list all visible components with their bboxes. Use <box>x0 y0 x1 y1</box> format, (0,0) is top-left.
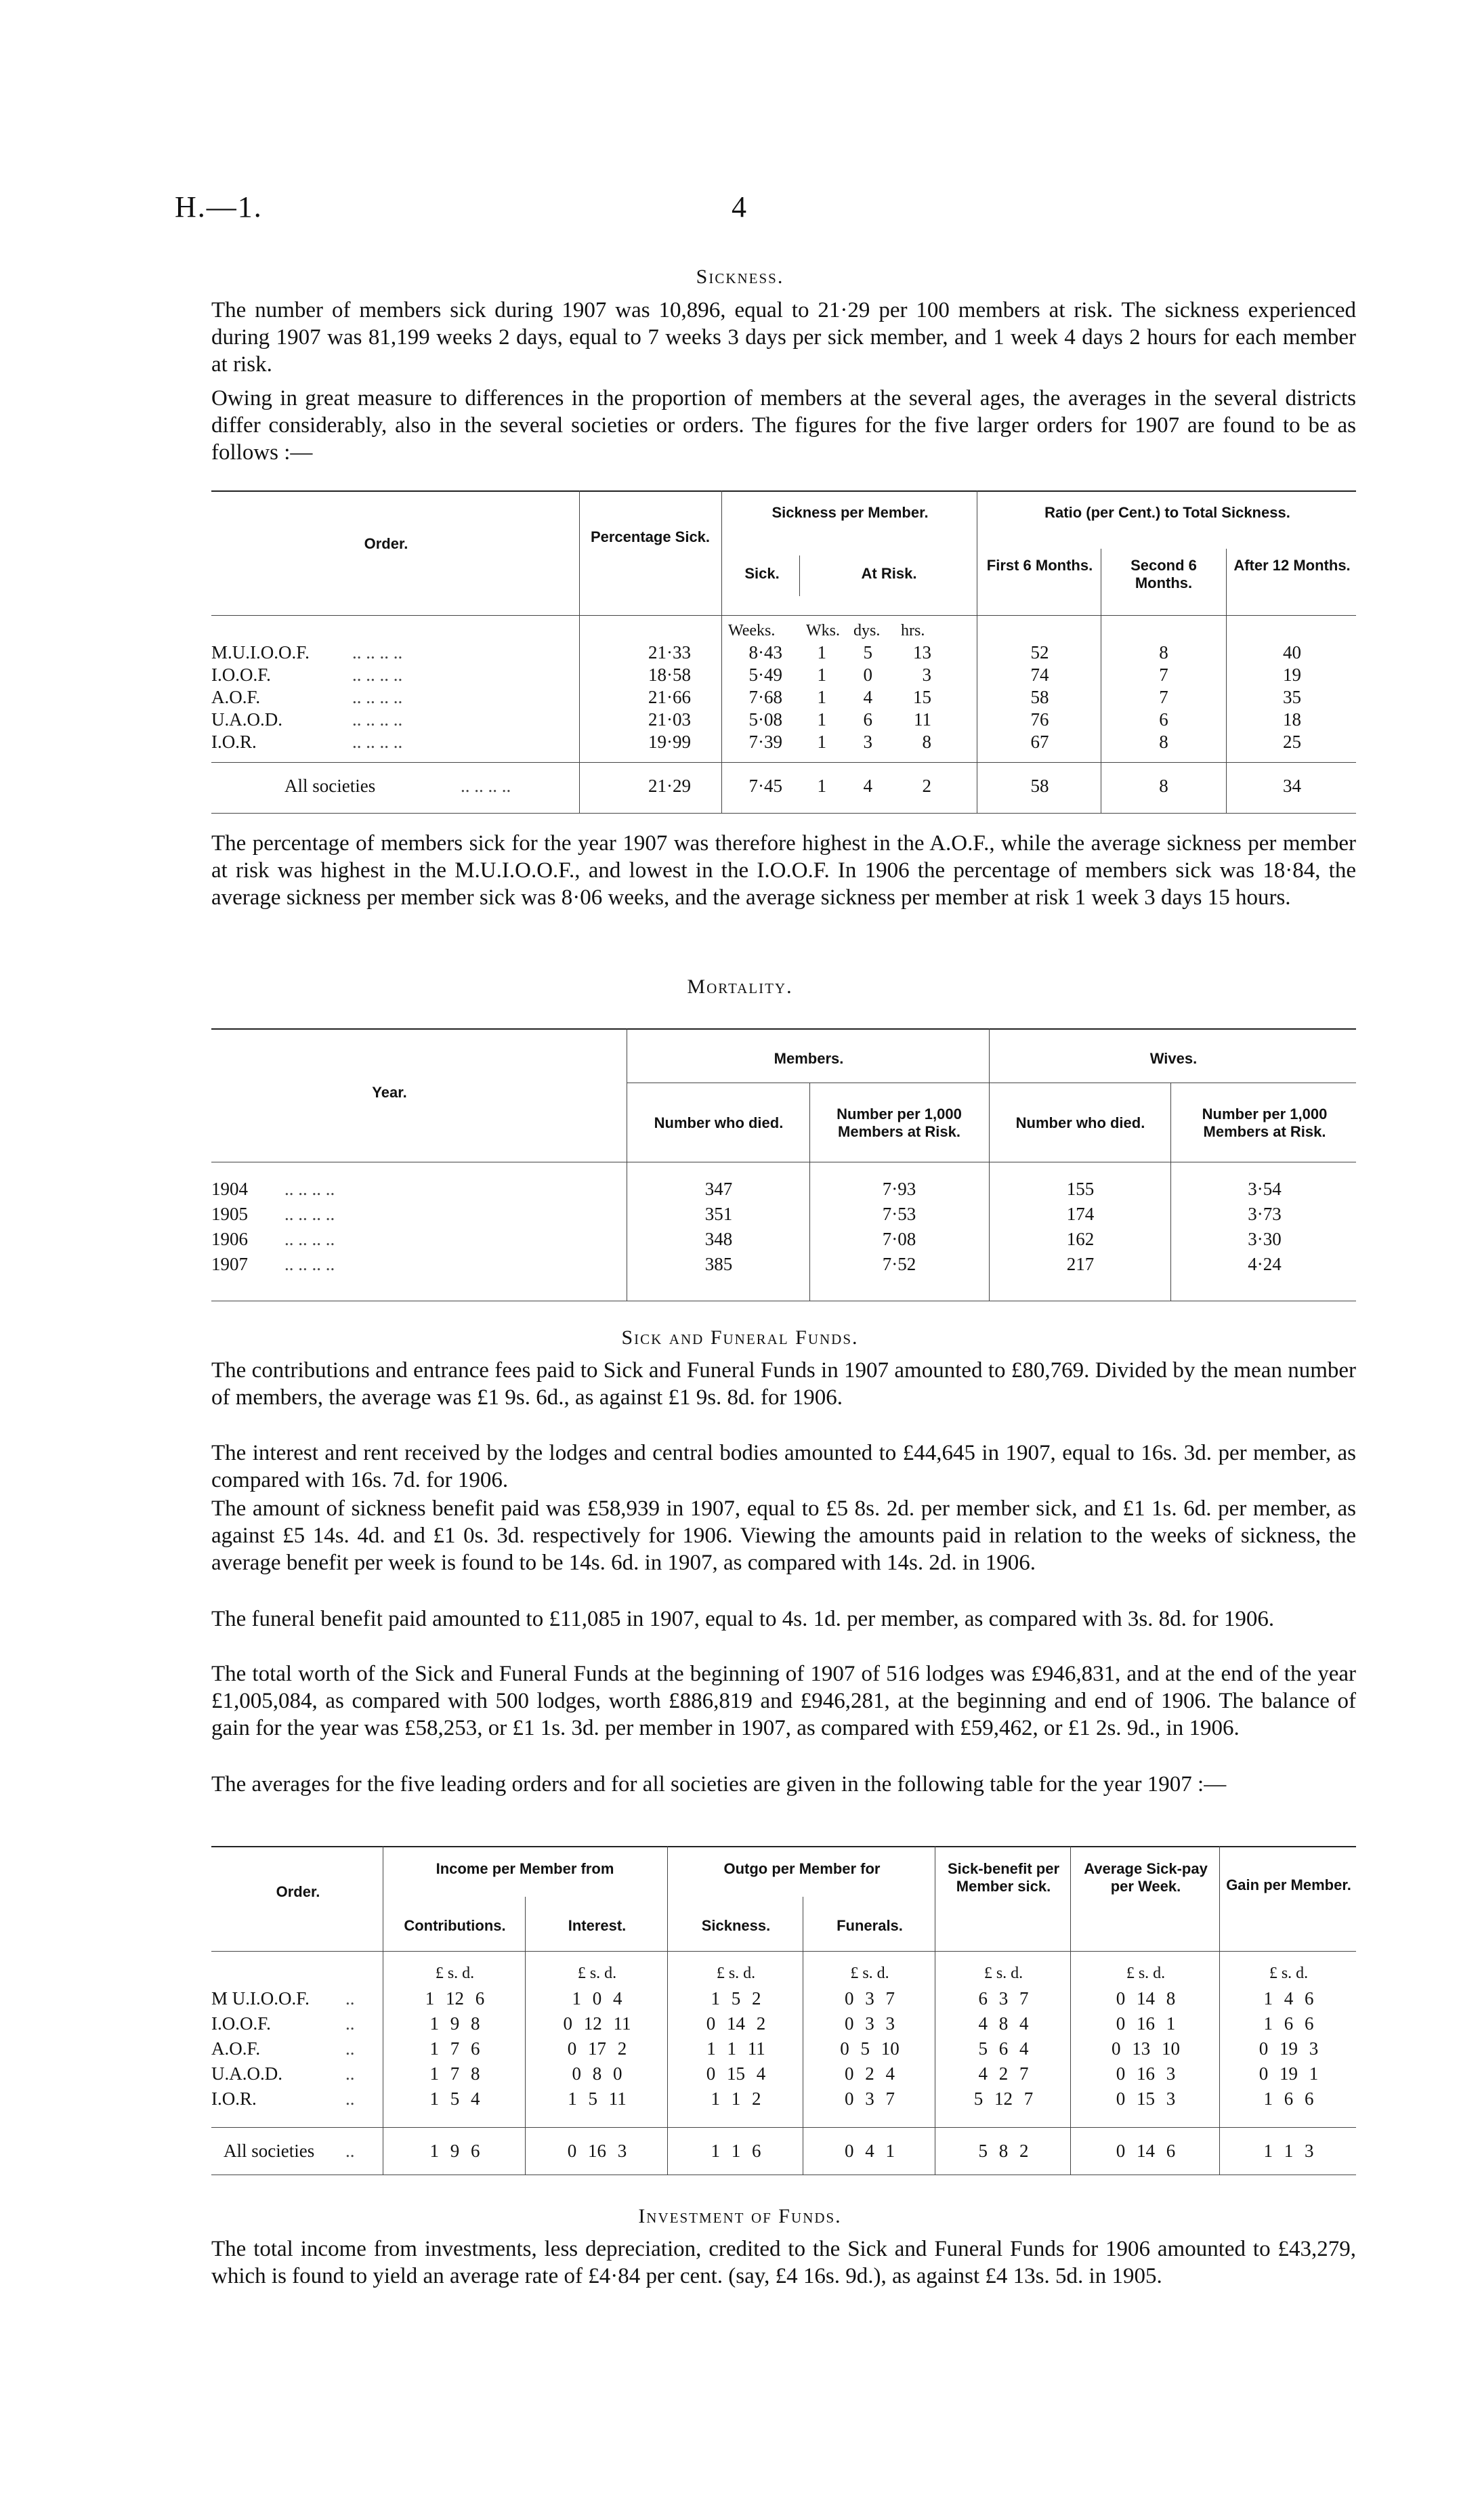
row-wks: 1 <box>817 732 826 752</box>
col-sick-benefit: Sick-benefit per Member sick. <box>947 1860 1060 1895</box>
row-pct: 21·03 <box>648 709 691 730</box>
investment-para-1 <box>211 2235 1356 2290</box>
row-dys: 5 <box>863 642 872 663</box>
row-second: 8 <box>1159 732 1168 752</box>
row-funerals: 0 4 1 <box>845 2141 895 2161</box>
col-average-sick-pay: Average Sick-pay per Week. <box>1084 1860 1208 1895</box>
row-sick: 5·08 <box>748 709 782 730</box>
col-first-6-months: First 6 Months. <box>986 557 1093 574</box>
col-ratio-total-sickness: Ratio (per Cent.) to Total Sickness. <box>1044 504 1290 521</box>
row-members-died: 351 <box>704 1204 733 1224</box>
row-after: 34 <box>1283 776 1301 796</box>
col-outgo-per-member: Outgo per Member for <box>723 1860 881 1877</box>
row-gain: 1 6 6 <box>1263 2088 1314 2109</box>
investment-para-1-text: The total income from investments, less depreciation, credited to the Sick and Funeral Funds for 1906 amounted to £43,279, which is found to yield an average rate of £4·84 per cent. (say, £4 16s. 9d.), as against £4 13s. 5d. in 1905. <box>211 2237 1356 2288</box>
funds-para-2 <box>211 1440 1356 1494</box>
row-avgpay: 0 16 1 <box>1116 2013 1176 2034</box>
row-gain: 1 6 6 <box>1263 2013 1314 2034</box>
row-sickness: 1 1 11 <box>706 2038 765 2059</box>
col-gain-per-member: Gain per Member. <box>1226 1876 1351 1893</box>
row-pct: 18·58 <box>648 665 691 685</box>
col-sick: Sick. <box>744 565 780 582</box>
row-contrib: 1 5 4 <box>429 2088 480 2109</box>
col-wives-died: Number who died. <box>1015 1114 1145 1131</box>
row-after: 19 <box>1283 665 1301 685</box>
row-members-rate: 7·53 <box>882 1204 916 1224</box>
col-year: Year. <box>372 1084 407 1101</box>
leader-dots: .. .. .. .. <box>284 1204 335 1224</box>
col-after-12-months: After 12 Months. <box>1233 557 1351 574</box>
row-funerals: 0 3 3 <box>845 2013 895 2034</box>
row-order: M.U.I.O.O.F. <box>211 642 310 663</box>
row-sickben: 4 8 4 <box>978 2013 1029 2034</box>
row-avgpay: 0 13 10 <box>1112 2038 1180 2059</box>
lsd-header: £ s. d. <box>1269 1965 1309 1982</box>
leader-dots: .. .. .. .. <box>352 642 403 663</box>
table-vline <box>809 1083 810 1301</box>
row-dys: 4 <box>863 776 872 796</box>
funds-para-6-text: The averages for the five leading orders and for all societies are given in the following table for the year 1907 :— <box>211 1772 1227 1797</box>
row-first: 74 <box>1030 665 1049 685</box>
col-sickness-per-member: Sickness per Member. <box>771 504 929 521</box>
row-wks: 1 <box>817 776 826 796</box>
unit-hrs: hrs. <box>901 622 925 639</box>
row-order: All societies <box>224 2141 315 2161</box>
row-order: I.O.R. <box>211 732 257 752</box>
sickness-para-1 <box>211 297 1356 378</box>
row-wives-rate: 4·24 <box>1248 1254 1282 1274</box>
row-year: 1906 <box>211 1229 248 1249</box>
row-gain: 0 19 3 <box>1259 2038 1319 2059</box>
row-wives-rate: 3·73 <box>1248 1204 1282 1224</box>
col-members-died: Number who died. <box>654 1114 784 1131</box>
sickness-para-2 <box>211 385 1356 466</box>
table-vline <box>989 1028 990 1301</box>
funds-para-3 <box>211 1495 1356 1576</box>
row-order: A.O.F. <box>211 2038 261 2059</box>
row-sickness: 1 5 2 <box>711 1988 761 2009</box>
document-reference: H.—1. <box>175 190 263 224</box>
row-year: 1907 <box>211 1254 248 1274</box>
row-pct: 21·29 <box>648 776 691 796</box>
row-members-rate: 7·08 <box>882 1229 916 1249</box>
row-order: I.O.O.F. <box>211 665 271 685</box>
lsd-header: £ s. d. <box>716 1965 756 1982</box>
leader-dots: .. <box>345 2038 355 2059</box>
row-contrib: 1 9 8 <box>429 2013 480 2034</box>
row-sick: 7·39 <box>748 732 782 752</box>
row-interest: 0 8 0 <box>572 2063 622 2084</box>
row-year: 1904 <box>211 1179 248 1199</box>
row-funerals: 0 5 10 <box>840 2038 900 2059</box>
row-second: 7 <box>1159 687 1168 707</box>
row-after: 25 <box>1283 732 1301 752</box>
leader-dots: .. <box>345 2013 355 2034</box>
funds-para-4 <box>211 1605 1356 1633</box>
leader-dots: .. <box>345 2141 355 2161</box>
page-number: 4 <box>732 190 746 224</box>
col-order: Order. <box>364 535 408 552</box>
funds-para-2-text: The interest and rent received by the lodges and central bodies amounted to £44,645 in 1907, equal to 16s. 3d. per member, as compared with 16s. 7d. for 1906. <box>211 1441 1356 1492</box>
row-hrs: 13 <box>913 642 931 663</box>
table-vline <box>1226 549 1227 813</box>
row-wks: 1 <box>817 687 826 707</box>
row-funerals: 0 3 7 <box>845 1988 895 2009</box>
row-wks: 1 <box>817 665 826 685</box>
leader-dots: .. .. .. .. <box>284 1254 335 1274</box>
table-rule <box>211 1028 1356 1030</box>
table-vline <box>525 1897 526 2175</box>
row-first: 67 <box>1030 732 1049 752</box>
col-members: Members. <box>774 1050 844 1067</box>
row-hrs: 2 <box>922 776 931 796</box>
leader-dots: .. .. .. .. <box>352 665 403 685</box>
leader-dots: .. .. .. .. <box>352 709 403 730</box>
row-second: 8 <box>1159 776 1168 796</box>
row-first: 58 <box>1030 687 1049 707</box>
row-pct: 21·33 <box>648 642 691 663</box>
row-avgpay: 0 14 8 <box>1116 1988 1176 2009</box>
funds-para-6 <box>211 1771 1356 1798</box>
sickness-para-2-text: Owing in great measure to differences in the proportion of members at the several ages, the averages in the several districts differ considerably, also in the several societies or orders. The figures for the five larger orders for 1907 are found to be as follows :— <box>211 386 1356 465</box>
sickness-para-1-text: The number of members sick during 1907 was 10,896, equal to 21·29 per 100 members at risk. The sickness experienced during 1907 was 81,199 weeks 2 days, equal to 7 weeks 3 days per sick member, and 1 week 4 days 2 hours for each member at risk. <box>211 298 1356 377</box>
row-dys: 3 <box>863 732 872 752</box>
row-second: 6 <box>1159 709 1168 730</box>
row-members-died: 348 <box>704 1229 733 1249</box>
unit-wks: Wks. <box>806 622 840 639</box>
table-vline <box>579 490 580 813</box>
table-vline <box>721 490 722 813</box>
row-after: 35 <box>1283 687 1301 707</box>
table-rule <box>211 813 1356 814</box>
row-order: I.O.R. <box>211 2088 257 2109</box>
row-wives-died: 174 <box>1066 1204 1095 1224</box>
row-gain: 1 1 3 <box>1263 2141 1314 2161</box>
col-wives: Wives. <box>1149 1050 1198 1067</box>
row-dys: 4 <box>863 687 872 707</box>
table-rule <box>211 615 1356 616</box>
col-second-6-months: Second 6 Months. <box>1130 557 1197 591</box>
row-gain: 1 4 6 <box>1263 1988 1314 2009</box>
row-gain: 0 19 1 <box>1259 2063 1319 2084</box>
table-vline <box>667 1846 668 2175</box>
table-rule <box>211 490 1356 492</box>
row-dys: 0 <box>863 665 872 685</box>
table-vline <box>1170 1083 1171 1301</box>
lsd-header: £ s. d. <box>984 1965 1023 1982</box>
row-contrib: 1 7 8 <box>429 2063 480 2084</box>
funds-heading: Sick and Funeral Funds. <box>621 1326 859 1349</box>
row-hrs: 8 <box>922 732 931 752</box>
col-sickness: Sickness. <box>701 1917 771 1934</box>
row-contrib: 1 7 6 <box>429 2038 480 2059</box>
row-second: 8 <box>1159 642 1168 663</box>
row-sick: 7·68 <box>748 687 782 707</box>
leader-dots: .. .. .. .. <box>284 1179 335 1199</box>
row-pct: 21·66 <box>648 687 691 707</box>
row-interest: 0 17 2 <box>567 2038 627 2059</box>
row-members-rate: 7·93 <box>882 1179 916 1199</box>
row-sickness: 0 15 4 <box>706 2063 766 2084</box>
funds-para-1 <box>211 1357 1356 1411</box>
sickness-para-3-text: The percentage of members sick for the year 1907 was therefore highest in the A.O.F., while the average sickness per member at risk was highest in the M.U.I.O.O.F., and lowest in the I.O.O.F. In 1906 the percentage of members sick was 18·84, the average sickness per member sick was 8·06 weeks, and the average sickness per member at risk 1 week 3 days 15 hours. <box>211 831 1356 910</box>
row-after: 18 <box>1283 709 1301 730</box>
col-funerals: Funerals. <box>837 1917 903 1934</box>
lsd-header: £ s. d. <box>435 1965 475 1982</box>
row-avgpay: 0 15 3 <box>1116 2088 1176 2109</box>
row-sickben: 5 6 4 <box>978 2038 1029 2059</box>
funds-para-4-text: The funeral benefit paid amounted to £11,085 in 1907, equal to 4s. 1d. per member, as compared with 3s. 8d. for 1906. <box>211 1607 1275 1631</box>
row-interest: 1 0 4 <box>572 1988 622 2009</box>
row-first: 52 <box>1030 642 1049 663</box>
row-order: All societies <box>284 776 376 796</box>
row-sick: 7·45 <box>748 776 782 796</box>
row-order: U.A.O.D. <box>211 2063 282 2084</box>
row-contrib: 1 12 6 <box>425 1988 485 2009</box>
col-members-per-1000: Number per 1,000 Members at Risk. <box>837 1106 962 1140</box>
funds-para-1-text: The contributions and entrance fees paid to Sick and Funeral Funds in 1907 amounted to £80,769. Divided by the mean number of members, the average was £1 9s. 6d., as against £1 9s. 8d. for 1906. <box>211 1358 1356 1410</box>
row-first: 58 <box>1030 776 1049 796</box>
sickness-heading: Sickness. <box>696 266 784 288</box>
sickness-para-3 <box>211 830 1356 911</box>
row-interest: 0 16 3 <box>567 2141 627 2161</box>
row-sickness: 1 1 2 <box>711 2088 761 2109</box>
row-sickness: 0 14 2 <box>706 2013 766 2034</box>
row-pct: 19·99 <box>648 732 691 752</box>
row-interest: 0 12 11 <box>563 2013 631 2034</box>
col-at-risk: At Risk. <box>861 565 917 582</box>
row-wks: 1 <box>817 709 826 730</box>
row-second: 7 <box>1159 665 1168 685</box>
table-vline <box>799 555 800 596</box>
leader-dots: .. .. .. .. <box>461 776 511 796</box>
row-sickben: 5 8 2 <box>978 2141 1029 2161</box>
leader-dots: .. <box>345 1988 355 2009</box>
row-hrs: 15 <box>913 687 931 707</box>
col-order: Order. <box>276 1883 320 1900</box>
leader-dots: .. <box>345 2088 355 2109</box>
col-wives-per-1000: Number per 1,000 Members at Risk. <box>1202 1106 1328 1140</box>
row-wives-died: 162 <box>1066 1229 1095 1249</box>
row-order: I.O.O.F. <box>211 2013 271 2034</box>
leader-dots: .. .. .. .. <box>352 687 403 707</box>
col-percentage-sick: Percentage Sick. <box>590 528 711 545</box>
unit-dys: dys. <box>853 622 881 639</box>
funds-para-5 <box>211 1660 1356 1742</box>
row-sickness: 1 1 6 <box>711 2141 761 2161</box>
row-wives-rate: 3·54 <box>1248 1179 1282 1199</box>
unit-weeks: Weeks. <box>728 622 776 639</box>
lsd-header: £ s. d. <box>1126 1965 1166 1982</box>
row-order: U.A.O.D. <box>211 709 282 730</box>
row-after: 40 <box>1283 642 1301 663</box>
row-avgpay: 0 14 6 <box>1116 2141 1176 2161</box>
col-income-per-member: Income per Member from <box>436 1860 614 1877</box>
row-wives-died: 217 <box>1066 1254 1095 1274</box>
table-vline <box>1219 1846 1220 2175</box>
row-interest: 1 5 11 <box>568 2088 627 2109</box>
row-contrib: 1 9 6 <box>429 2141 480 2161</box>
leader-dots: .. .. .. .. <box>352 732 403 752</box>
row-wks: 1 <box>817 642 826 663</box>
row-year: 1905 <box>211 1204 248 1224</box>
lsd-header: £ s. d. <box>577 1965 617 1982</box>
lsd-header: £ s. d. <box>850 1965 889 1982</box>
leader-dots: .. <box>345 2063 355 2084</box>
row-funerals: 0 2 4 <box>845 2063 895 2084</box>
row-sickben: 5 12 7 <box>973 2088 1034 2109</box>
row-members-rate: 7·52 <box>882 1254 916 1274</box>
row-sickben: 4 2 7 <box>978 2063 1029 2084</box>
table-vline <box>1070 1846 1071 2175</box>
row-sick: 8·43 <box>748 642 782 663</box>
investment-heading: Investment of Funds. <box>638 2205 842 2227</box>
mortality-heading: Mortality. <box>687 975 793 998</box>
row-members-died: 385 <box>704 1254 733 1274</box>
table-rule <box>211 762 1356 763</box>
row-hrs: 3 <box>922 665 931 685</box>
row-order: M U.I.O.O.F. <box>211 1988 310 2009</box>
row-wives-died: 155 <box>1066 1179 1095 1199</box>
row-avgpay: 0 16 3 <box>1116 2063 1176 2084</box>
leader-dots: .. .. .. .. <box>284 1229 335 1249</box>
row-funerals: 0 3 7 <box>845 2088 895 2109</box>
row-dys: 6 <box>863 709 872 730</box>
row-hrs: 11 <box>914 709 931 730</box>
row-sickben: 6 3 7 <box>978 1988 1029 2009</box>
row-order: A.O.F. <box>211 687 261 707</box>
row-members-died: 347 <box>704 1179 733 1199</box>
row-first: 76 <box>1030 709 1049 730</box>
funds-para-5-text: The total worth of the Sick and Funeral Funds at the beginning of 1907 of 516 lodges was £946,831, and at the end of the year £1,005,084, as compared with 500 lodges, worth £886,819 and £946,281, at the beginning and end of 1906. The balance of gain for the year was £58,253, or £1 1s. 3d. per member in 1907, as compared with £59,462, or £1 2s. 9d., in 1906. <box>211 1662 1356 1740</box>
row-sick: 5·49 <box>748 665 782 685</box>
funds-para-3-text: The amount of sickness benefit paid was £58,939 in 1907, equal to £5 8s. 2d. per member sick, and £1 1s. 6d. per member, as against £5 14s. 4d. and £1 0s. 3d. respectively for 1906. Viewing the amounts paid in relation to the weeks of sickness, the average benefit per week is found to be 14s. 6d. in 1907, as compared with 14s. 2d. in 1906. <box>211 1496 1356 1575</box>
col-contributions: Contributions. <box>404 1917 506 1934</box>
col-interest: Interest. <box>568 1917 627 1934</box>
row-wives-rate: 3·30 <box>1248 1229 1282 1249</box>
